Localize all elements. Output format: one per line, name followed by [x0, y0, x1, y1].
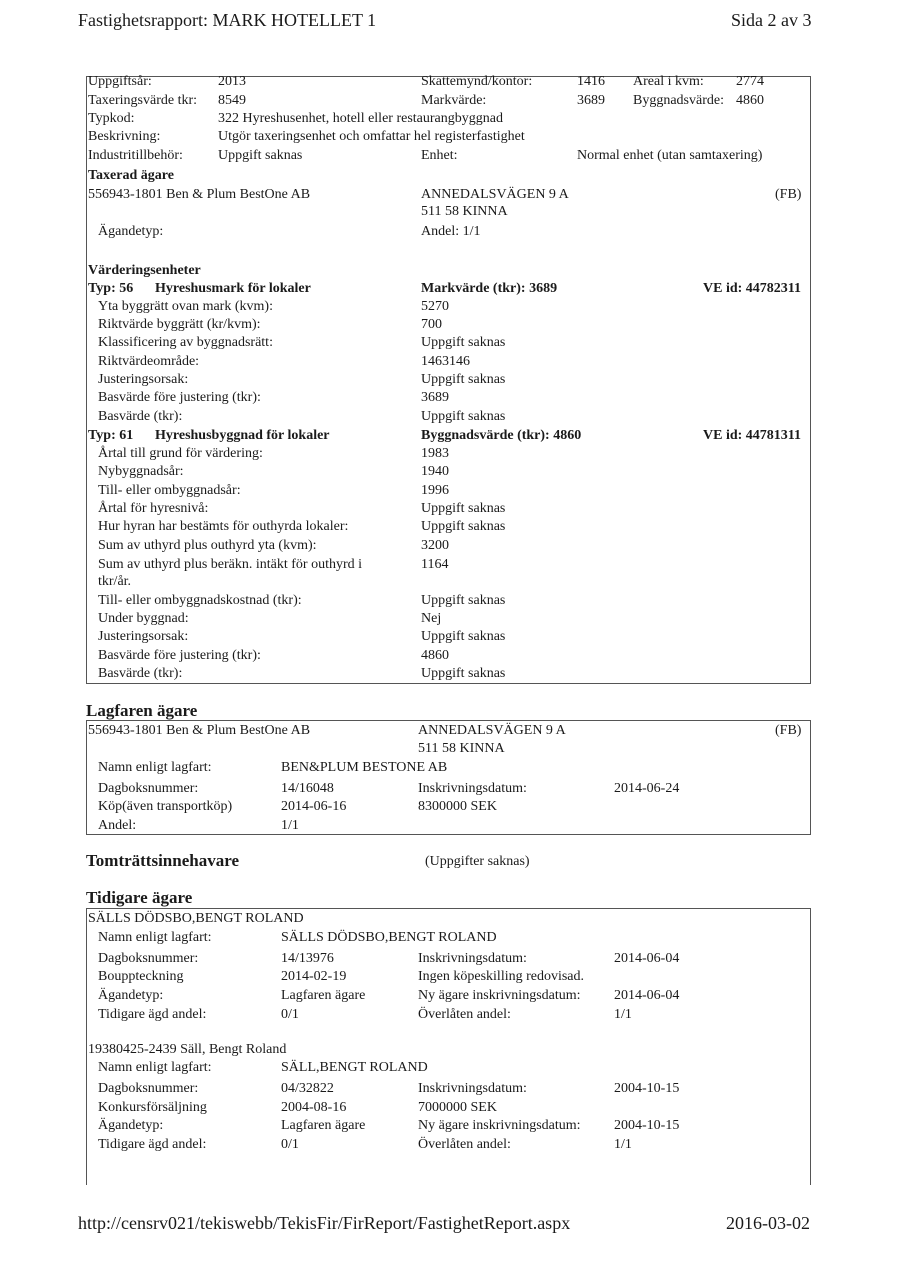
skattemynd-label: Skattemynd/kontor:	[421, 74, 533, 89]
prev-owner-overlaten: 1/1	[614, 1137, 632, 1152]
unit2-row-value: Uppgift saknas	[421, 629, 506, 644]
prev-owner-namn-label: Namn enligt lagfart:	[98, 930, 212, 945]
unit1-name: Hyreshusmark för lokaler	[155, 281, 311, 296]
unit1-row-label: Klassificering av byggnadsrätt:	[98, 335, 273, 350]
lagfaren-inskr: 2014-06-24	[614, 781, 680, 796]
lagfaren-namn: BEN&PLUM BESTONE AB	[281, 760, 448, 775]
unit2-row-label: Basvärde (tkr):	[98, 666, 183, 681]
prev-owner-namn-label: Namn enligt lagfart:	[98, 1060, 212, 1075]
lagfaren-name: 556943-1801 Ben & Plum BestOne AB	[88, 723, 311, 738]
byggnadsvarde-label: Byggnadsvärde:	[633, 93, 724, 108]
prev-owner-event-date: 2014-02-19	[281, 969, 347, 984]
unit2-row-label: Sum av uthyrd plus beräkn. intäkt för outhyrd i	[98, 557, 363, 572]
uppgiftsar-value: 2013	[218, 74, 246, 89]
prev-owner-event-info: Ingen köpeskilling redovisad.	[418, 969, 585, 984]
lagfaren-kop-date: 2014-06-16	[281, 799, 347, 814]
taxerad-agare-name: 556943-1801 Ben & Plum BestOne AB	[88, 187, 311, 202]
unit1-row-label: Yta byggrätt ovan mark (kvm):	[98, 299, 273, 314]
unit2-row-label: Till- eller ombyggnadsår:	[98, 483, 241, 498]
taxerad-agare-address1: ANNEDALSVÄGEN 9 A	[421, 187, 569, 202]
prev-owner-agandetyp: Lagfaren ägare	[281, 1118, 366, 1133]
footer-url: http://censrv021/tekiswebb/TekisFir/FirReport/FastighetReport.aspx	[78, 1213, 571, 1233]
taxerad-agare-heading: Taxerad ägare	[88, 168, 174, 183]
prev-owner-event-date: 2004-08-16	[281, 1100, 347, 1115]
lagfaren-namn-label: Namn enligt lagfart:	[98, 760, 212, 775]
unit1-row-value: Uppgift saknas	[421, 335, 506, 350]
lagfaren-kop-price: 8300000 SEK	[418, 799, 497, 814]
agandetyp-label: Ägandetyp:	[98, 224, 164, 239]
unit2-row-label: Under byggnad:	[98, 611, 189, 626]
unit2-row-value: Uppgift saknas	[421, 501, 506, 516]
taxerad-agare-address2: 511 58 KINNA	[421, 204, 508, 219]
prev-owner-dagbok: 14/13976	[281, 951, 334, 966]
areal-value: 2774	[736, 74, 764, 89]
prev-owner-inskr: 2004-10-15	[614, 1081, 680, 1096]
prev-owner-event-info: 7000000 SEK	[418, 1100, 497, 1115]
taxeringsvarde-value: 8549	[218, 93, 246, 108]
unit2-name: Hyreshusbyggnad för lokaler	[155, 428, 330, 443]
unit1-row-value: Uppgift saknas	[421, 409, 506, 424]
prev-owner-overlaten: 1/1	[614, 1007, 632, 1022]
unit1-row-label: Riktvärdeområde:	[98, 354, 200, 369]
unit2-row-label: Hur hyran har bestämts för outhyrda lokaler:	[98, 519, 349, 534]
unit2-row-value: Uppgift saknas	[421, 519, 506, 534]
lagfaren-inskr-label: Inskrivningsdatum:	[418, 781, 527, 796]
taxeringsvarde-label: Taxeringsvärde tkr:	[88, 93, 198, 108]
unit1-row-value: 3689	[421, 390, 449, 405]
taxerad-agare-fb: (FB)	[775, 187, 802, 202]
tomtratt-heading: Tomträttsinnehavare	[86, 851, 239, 870]
markvarde-label: Markvärde:	[421, 93, 487, 108]
unit1-row-value: Uppgift saknas	[421, 372, 506, 387]
prev-owner-agandetyp-label: Ägandetyp:	[98, 1118, 164, 1133]
page-number: Sida 2 av 3	[731, 10, 812, 30]
unit2-row-label: Nybyggnadsår:	[98, 464, 184, 479]
tomtratt-value: (Uppgifter saknas)	[425, 854, 530, 869]
typkod-label: Typkod:	[88, 111, 135, 126]
unit2-row-label: Till- eller ombyggnadskostnad (tkr):	[98, 593, 302, 608]
unit2-row-value: 3200	[421, 538, 449, 553]
varderingsenheter-heading: Värderingsenheter	[88, 263, 201, 278]
unit2-row-value: 1996	[421, 483, 449, 498]
lagfaren-andel: 1/1	[281, 818, 299, 833]
unit2-row-label: Basvärde före justering (tkr):	[98, 648, 261, 663]
uppgiftsar-label: Uppgiftsår:	[88, 74, 152, 89]
unit1-ve-id: VE id: 44782311	[703, 281, 802, 296]
lagfaren-address1: ANNEDALSVÄGEN 9 A	[418, 723, 566, 738]
industri-value: Uppgift saknas	[218, 148, 303, 163]
unit2-row-label: tkr/år.	[98, 574, 132, 589]
prev-owner-inskr-label: Inskrivningsdatum:	[418, 1081, 527, 1096]
unit2-row-label: Årtal för hyresnivå:	[98, 501, 209, 516]
lagfaren-agare-heading: Lagfaren ägare	[86, 701, 198, 720]
enhet-label: Enhet:	[421, 148, 458, 163]
prev-owner-overlaten-label: Överlåten andel:	[418, 1007, 511, 1022]
prev-owner-ny-label: Ny ägare inskrivningsdatum:	[418, 988, 581, 1003]
unit2-row-label: Sum av uthyrd plus outhyrd yta (kvm):	[98, 538, 317, 553]
lagfaren-fb: (FB)	[775, 723, 802, 738]
prev-owner-tidigare-label: Tidigare ägd andel:	[98, 1137, 207, 1152]
lagfaren-dagbok-label: Dagboksnummer:	[98, 781, 199, 796]
unit1-row-label: Basvärde (tkr):	[98, 409, 183, 424]
unit2-type: Typ: 61	[88, 428, 134, 443]
beskrivning-label: Beskrivning:	[88, 129, 161, 144]
enhet-value: Normal enhet (utan samtaxering)	[577, 148, 763, 163]
prev-owner-dagbok-label: Dagboksnummer:	[98, 1081, 199, 1096]
unit1-row-label: Riktvärde byggrätt (kr/kvm):	[98, 317, 261, 332]
unit2-row-value: 1983	[421, 446, 449, 461]
prev-owner-inskr-label: Inskrivningsdatum:	[418, 951, 527, 966]
unit2-row-value: 4860	[421, 648, 449, 663]
unit2-row-value: Nej	[421, 611, 442, 626]
industri-label: Industritillbehör:	[88, 148, 183, 163]
andel-value: Andel: 1/1	[421, 224, 481, 239]
typkod-value: 322 Hyreshusenhet, hotell eller restaurangbyggnad	[218, 111, 503, 126]
unit1-type: Typ: 56	[88, 281, 134, 296]
unit2-row-value: Uppgift saknas	[421, 666, 506, 681]
prev-owner-ny: 2014-06-04	[614, 988, 680, 1003]
prev-owner-inskr: 2014-06-04	[614, 951, 680, 966]
unit2-value: Byggnadsvärde (tkr): 4860	[421, 428, 582, 443]
lagfaren-kop-label: Köp(även transportköp)	[98, 799, 233, 814]
prev-owner-namn: SÄLL,BENGT ROLAND	[281, 1060, 428, 1075]
prev-owner-event: Konkursförsäljning	[98, 1100, 207, 1115]
prev-owner-tidigare: 0/1	[281, 1137, 299, 1152]
areal-label: Areal i kvm:	[633, 74, 704, 89]
unit2-row-value: 1940	[421, 464, 449, 479]
unit1-row-value: 5270	[421, 299, 449, 314]
unit1-row-value: 1463146	[421, 354, 470, 369]
prev-owner-name: SÄLLS DÖDSBO,BENGT ROLAND	[88, 911, 304, 926]
prev-owner-agandetyp-label: Ägandetyp:	[98, 988, 164, 1003]
skattemynd-value: 1416	[577, 74, 605, 89]
lagfaren-dagbok: 14/16048	[281, 781, 334, 796]
unit1-row-label: Justeringsorsak:	[98, 372, 189, 387]
markvarde-value: 3689	[577, 93, 605, 108]
prev-owner-namn: SÄLLS DÖDSBO,BENGT ROLAND	[281, 930, 497, 945]
unit1-row-label: Basvärde före justering (tkr):	[98, 390, 261, 405]
prev-owner-tidigare-label: Tidigare ägd andel:	[98, 1007, 207, 1022]
prev-owner-dagbok: 04/32822	[281, 1081, 334, 1096]
unit2-ve-id: VE id: 44781311	[703, 428, 802, 443]
prev-owner-ny-label: Ny ägare inskrivningsdatum:	[418, 1118, 581, 1133]
prev-owner-ny: 2004-10-15	[614, 1118, 680, 1133]
unit1-row-value: 700	[421, 317, 442, 332]
unit1-value: Markvärde (tkr): 3689	[421, 281, 558, 296]
unit2-row-label: Årtal till grund för värdering:	[98, 446, 263, 461]
prev-owner-tidigare: 0/1	[281, 1007, 299, 1022]
tidigare-agare-heading: Tidigare ägare	[86, 888, 193, 907]
unit2-row-label: Justeringsorsak:	[98, 629, 189, 644]
footer-date: 2016-03-02	[726, 1213, 810, 1233]
prev-owner-event: Bouppteckning	[98, 969, 184, 984]
unit2-row-value: 1164	[421, 557, 449, 572]
report-title: Fastighetsrapport: MARK HOTELLET 1	[78, 10, 377, 30]
prev-owner-dagbok-label: Dagboksnummer:	[98, 951, 199, 966]
lagfaren-address2: 511 58 KINNA	[418, 741, 505, 756]
prev-owner-overlaten-label: Överlåten andel:	[418, 1137, 511, 1152]
prev-owner-name: 19380425-2439 Säll, Bengt Roland	[88, 1042, 287, 1057]
unit2-row-value: Uppgift saknas	[421, 593, 506, 608]
beskrivning-value: Utgör taxeringsenhet och omfattar hel registerfastighet	[218, 129, 525, 144]
prev-owner-agandetyp: Lagfaren ägare	[281, 988, 366, 1003]
byggnadsvarde-value: 4860	[736, 93, 764, 108]
lagfaren-andel-label: Andel:	[98, 818, 137, 833]
